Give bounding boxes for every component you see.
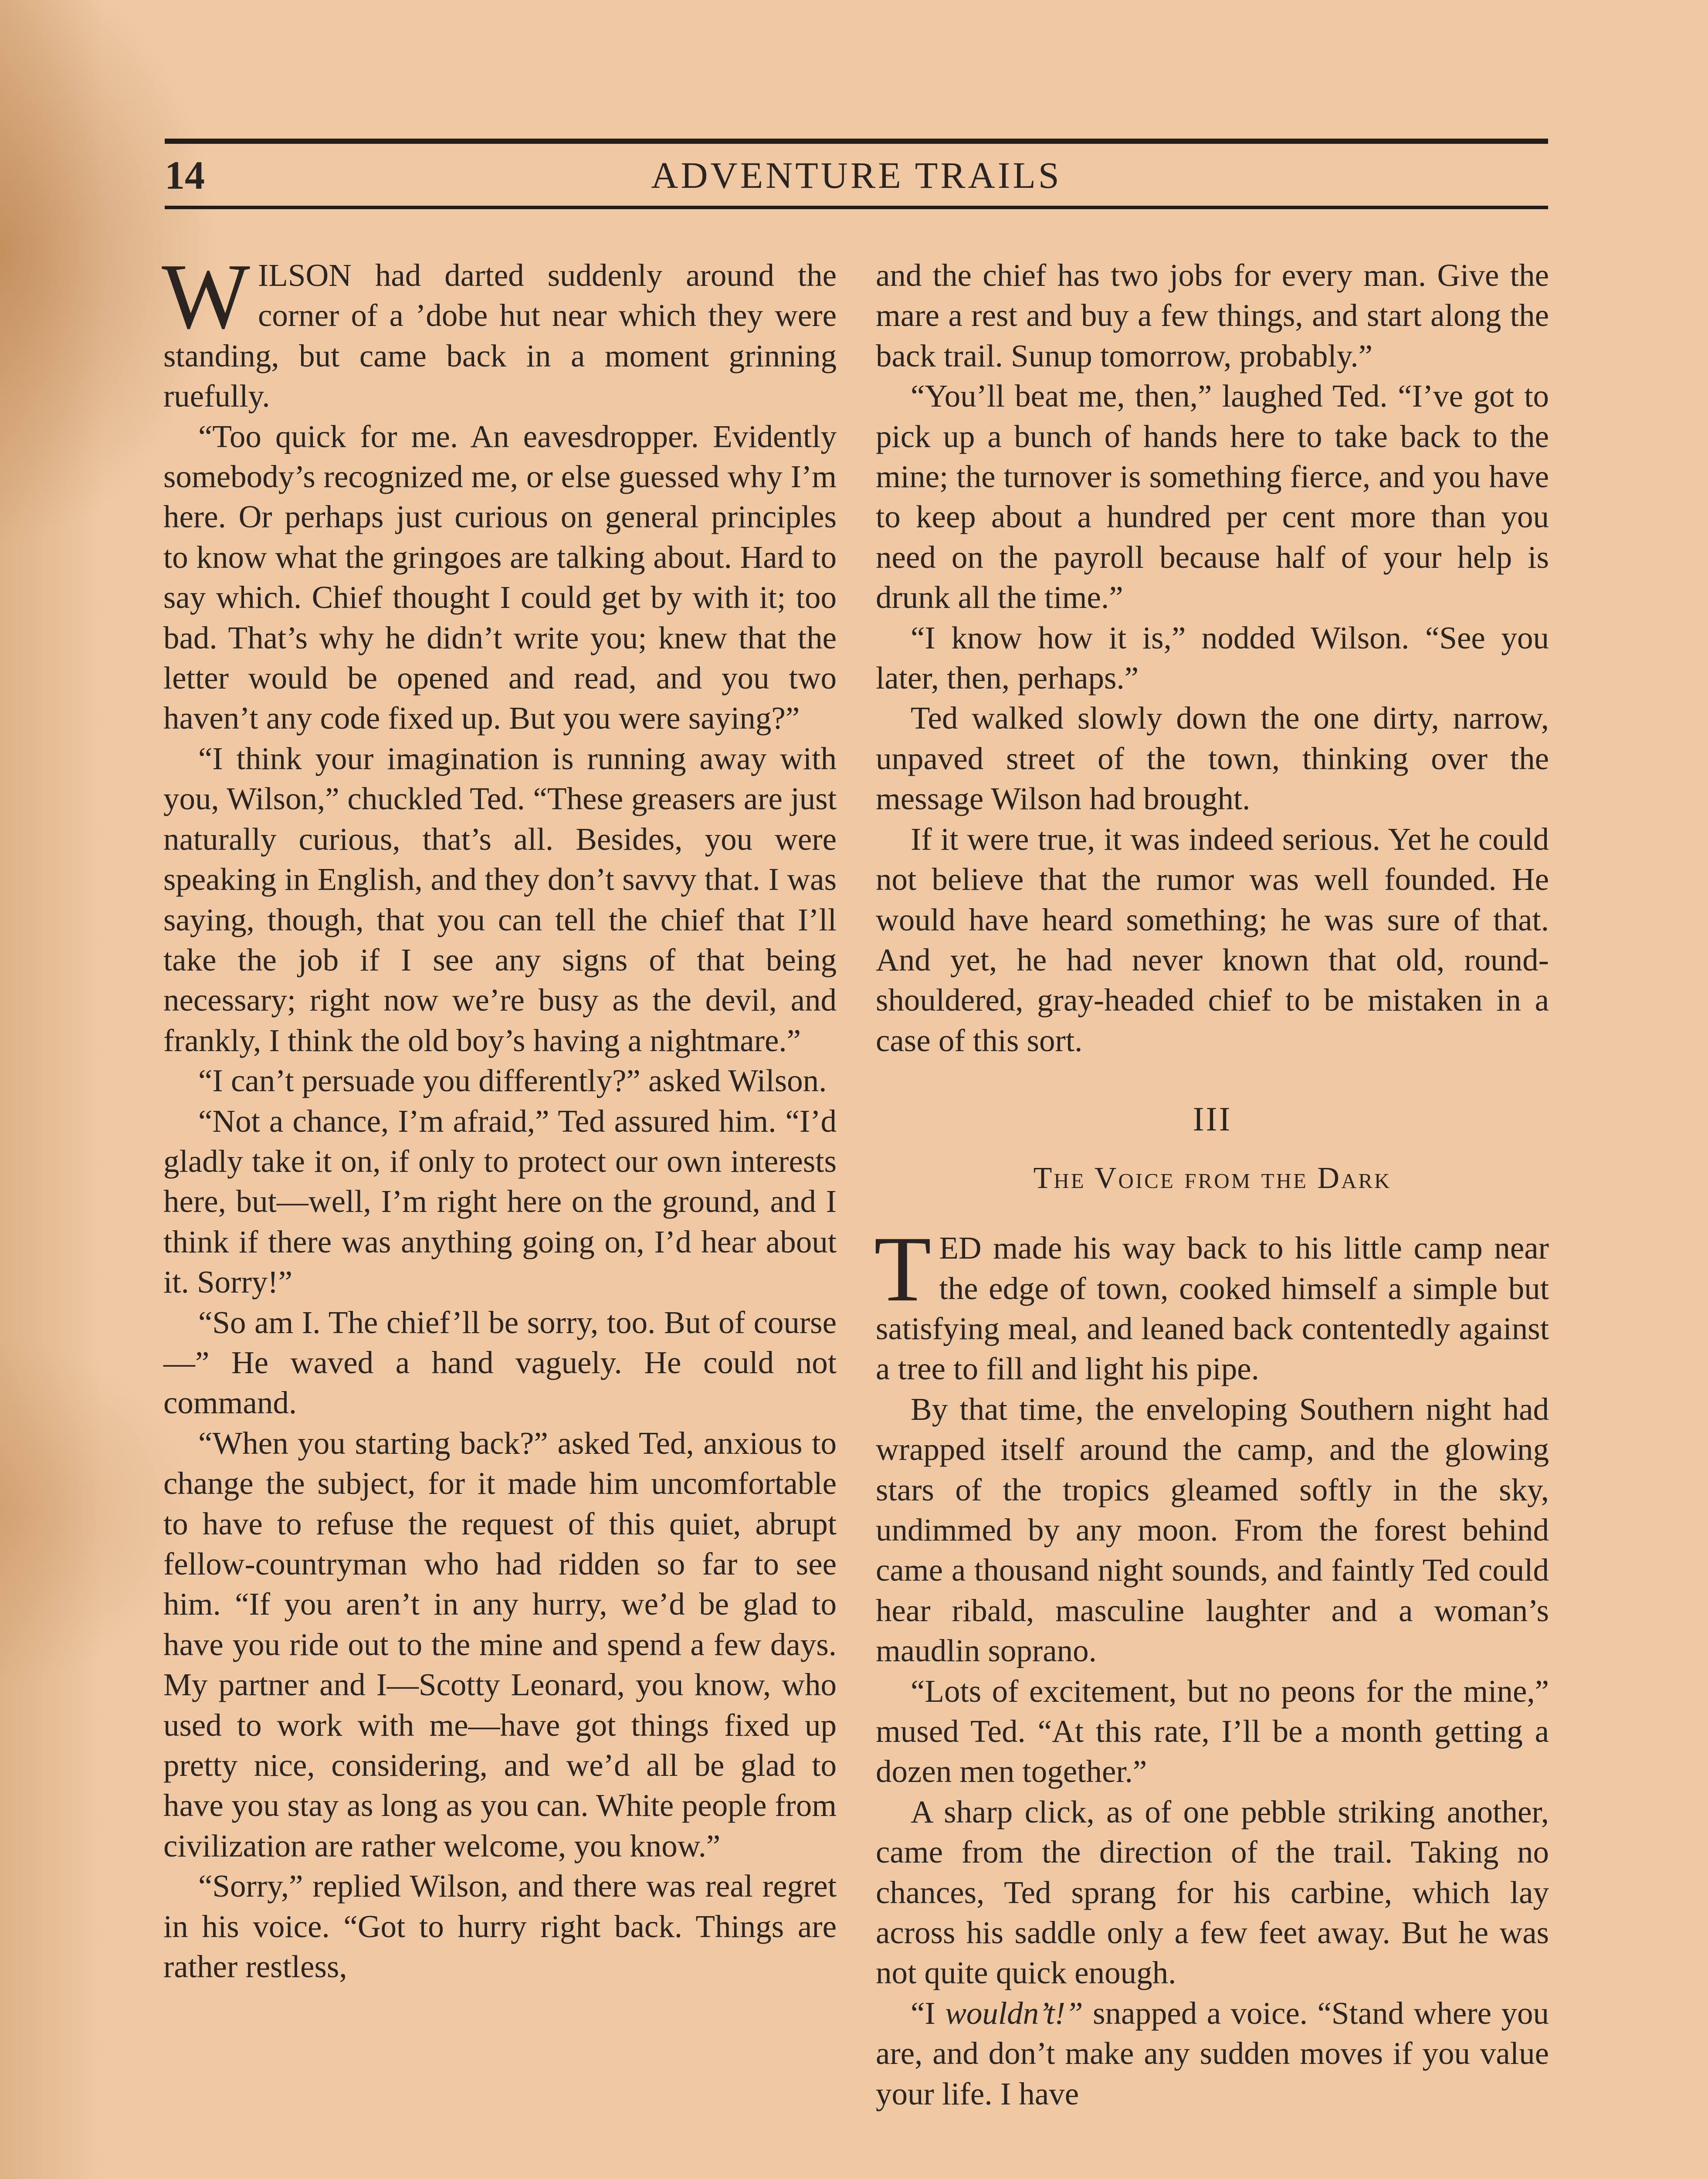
emphasized-word: wouldn’t!” [945, 1995, 1083, 2031]
paragraph-text: ILSON had darted suddenly around the corner of a ’dobe hut near which they were standing, but came back in a moment grinning ruefully. [163, 258, 837, 414]
chapter-title: The Voice from the Dark [1033, 1161, 1392, 1195]
paragraph: “So am I. The chief’ll be sorry, too. But of course—” He waved a hand vaguely. He could not command. [163, 1304, 837, 1421]
paragraph: “I can’t persuade you differently?” asked Wilson. [198, 1063, 827, 1099]
right-column [876, 255, 1549, 2114]
paragraph: By that time, the enveloping Southern night had wrapped itself around the camp, and the glowing stars of the tropics gleamed softly in the sky, undimmed by any moon. From the forest behind came a thousand night sounds, and faintly Ted could hear ribald, masculine laughter and a woman’s maudlin soprano. [876, 1391, 1549, 1669]
paragraph: If it were true, it was indeed serious. Yet he could not believe that the rumor was well founded. He would have heard something; he was sure of that. And yet, he had never known that old, round-shouldered, gray-headed chief to be mistaken in a case of this sort. [876, 821, 1549, 1058]
chapter-number: III [1193, 1100, 1232, 1138]
chapter-opening-paragraph [874, 1217, 1549, 1389]
running-head: ADVENTURE TRAILS [651, 154, 1062, 196]
paragraph: “Too quick for me. An eavesdropper. Evidently somebody’s recognized me, or else guessed why I’m here. Or perhaps just curious on general principles to know what the gringoes are talking about. Hard to say which. Chief thought I could get by with it; too bad. That’s why he didn’t write you; knew that the letter would be opened and read, and you two haven’t any code fixed up. But you were saying?” [163, 418, 837, 736]
header-top-rule [165, 139, 1548, 144]
header-bottom-rule [165, 206, 1548, 209]
paragraph: A sharp click, as of one pebble striking another, came from the direction of the trail. Taking no chances, Ted sprang for his carbine, which lay across his saddle only a few feet away. But he was not quite quick enough. [876, 1794, 1549, 1991]
paragraph: “Not a chance, I’m afraid,” Ted assured him. “I’d gladly take it on, if only to protect our own interests here, but—well, I’m right here on the ground, and I think if there was anything going on, I’d hear about it. Sorry!” [163, 1103, 837, 1300]
left-column [162, 244, 837, 1987]
paragraph: “When you starting back?” asked Ted, anxious to change the subject, for it made him uncomfortable to have to refuse the request of this quiet, abrupt fellow-countryman who had ridden so far to see him. “If you aren’t in any hurry, we’d be glad to have you ride out to the mine and spend a few days. My partner and I—Scotty Leonard, you know, who used to work with me—have got things fixed up pretty nice, considering, and we’d all be glad to have you stay as long as you can. White people from civilization are rather welcome, you know.” [163, 1425, 837, 1863]
quote-open: “I [911, 1995, 946, 2031]
paragraph [876, 1993, 1549, 2114]
paragraph-text: ED made his way back to his little camp near the edge of town, cooked himself a simple but satisfying meal, and leaned back contentedly against a tree to fill and light his pipe. [876, 1230, 1549, 1387]
paragraph: “Sorry,” replied Wilson, and there was real regret in his voice. “Got to hurry right back. Things are rather restless, [163, 1868, 837, 1985]
drop-cap: T [874, 1217, 932, 1321]
page-number: 14 [165, 153, 205, 197]
paragraph: “I know how it is,” nodded Wilson. “See you later, then, perhaps.” [876, 620, 1549, 696]
drop-cap: W [162, 244, 250, 348]
paragraph: Ted walked slowly down the one dirty, narrow, unpaved street of the town, thinking over the message Wilson had brought. [876, 700, 1549, 817]
paragraph: “You’ll beat me, then,” laughed Ted. “I’ve got to pick up a bunch of hands here to take back to the mine; the turnover is something fierce, and you have to keep about a hundred per cent more than you need on the payroll because half of your help is drunk all the time.” [876, 378, 1549, 615]
continued-paragraph: and the chief has two jobs for every man. Give the mare a rest and buy a few things, and start along the back trail. Sunup tomorrow, probably.” [876, 258, 1549, 373]
page-header [165, 146, 1548, 204]
paragraph: “Lots of excitement, but no peons for the mine,” mused Ted. “At this rate, I’ll be a month getting a dozen men together.” [876, 1673, 1549, 1789]
paragraph: “I think your imagination is running away with you, Wilson,” chuckled Ted. “These greasers are just naturally curious, that’s all. Besides, you were speaking in English, and they don’t savvy that. I was saying, though, that you can tell the chief that I’ll take the job if I see any signs of that being necessary; right now we’re busy as the devil, and frankly, I think the old boy’s having a nightmare.” [163, 740, 837, 1058]
quote-rest: snapped a voice. “Stand where you are, and don’t make any sudden moves if you value your life. I have [876, 1995, 1549, 2111]
opening-paragraph [162, 244, 837, 417]
